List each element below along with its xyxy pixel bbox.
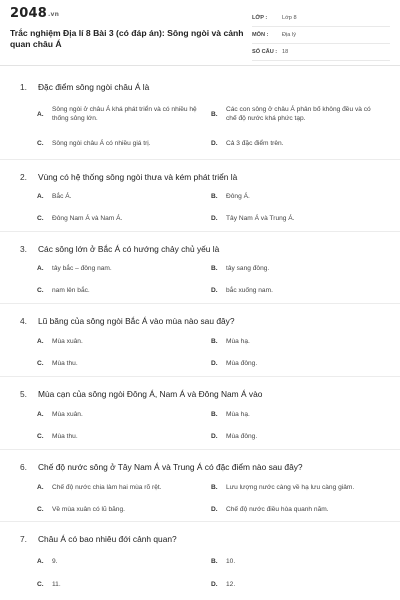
option-text: tây sang đông. (226, 265, 270, 272)
option-b[interactable] (211, 264, 381, 273)
option-text: Bắc Á. (52, 193, 72, 200)
option-text: Mùa xuân. (52, 338, 83, 345)
option-a[interactable] (37, 483, 207, 492)
option-c[interactable] (37, 286, 207, 295)
option-letter: D. (211, 360, 218, 367)
option-letter: A. (37, 484, 44, 491)
question-item (0, 522, 400, 600)
question-text: Lũ băng của sông ngòi Bắc Á vào mùa nào sau đây? (38, 316, 235, 326)
question-text: Mùa cạn của sông ngòi Đông Á, Nam Á và Đông Nam Á vào (38, 389, 263, 399)
option-b[interactable] (211, 483, 398, 492)
quiz-meta (252, 10, 390, 61)
option-text: Về mùa xuân có lũ băng. (52, 506, 125, 513)
option-text: 9. (52, 558, 58, 565)
meta-count (252, 44, 390, 61)
option-text: Mùa thu. (52, 360, 78, 367)
option-a[interactable] (37, 410, 207, 419)
option-text: Chế độ nước chia làm hai mùa rõ rệt. (52, 484, 162, 491)
meta-value: 18 (282, 49, 289, 55)
option-c[interactable] (37, 214, 207, 223)
option-letter: A. (37, 411, 44, 418)
option-c[interactable] (37, 359, 207, 368)
question-number: 7. (20, 534, 27, 544)
option-d[interactable] (211, 286, 381, 295)
option-text: 10. (226, 558, 236, 565)
option-c[interactable] (37, 505, 207, 514)
option-letter: A. (37, 338, 44, 345)
option-b[interactable] (211, 337, 381, 346)
option-text: Mùa hạ. (226, 338, 250, 345)
meta-key: LỚP : (252, 15, 268, 21)
option-a[interactable] (37, 105, 207, 123)
site-logo[interactable]: 2048.vn (10, 6, 60, 21)
option-text: 11. (52, 581, 61, 588)
option-letter: D. (211, 581, 218, 588)
option-d[interactable] (211, 432, 381, 441)
option-letter: C. (37, 287, 44, 294)
option-letter: D. (211, 140, 218, 147)
option-d[interactable] (211, 139, 381, 148)
option-c[interactable] (37, 139, 207, 148)
option-letter: B. (211, 484, 218, 491)
option-letter: B. (211, 338, 218, 345)
question-item (0, 450, 400, 522)
question-item (0, 232, 400, 304)
option-letter: B. (211, 265, 218, 272)
option-c[interactable] (37, 432, 207, 441)
page-header (0, 0, 400, 66)
meta-key: SỐ CÂU : (252, 49, 278, 55)
option-b[interactable] (211, 192, 381, 201)
option-text: 12. (226, 581, 236, 588)
option-text: Mùa hạ. (226, 411, 250, 418)
option-a[interactable] (37, 337, 207, 346)
question-number: 2. (20, 172, 27, 182)
option-a[interactable] (37, 264, 207, 273)
option-letter: B. (211, 193, 218, 200)
question-text: Chế độ nước sông ở Tây Nam Á và Trung Á có đặc điểm nào sau đây? (38, 462, 303, 472)
option-text: nam lên bắc. (52, 287, 90, 294)
meta-subject (252, 27, 390, 44)
option-letter: C. (37, 506, 44, 513)
question-number: 4. (20, 316, 27, 326)
option-letter: C. (37, 581, 44, 588)
option-text: Sông ngòi ở châu Á khá phát triển và có nhiều hệ thống sông lớn. (52, 106, 197, 122)
meta-key: MÔN : (252, 32, 269, 38)
question-item (0, 70, 400, 160)
option-text: Các con sông ở châu Á phân bố không đều và có chế độ nước khá phức tạp. (226, 106, 371, 122)
option-letter: D. (211, 433, 218, 440)
option-d[interactable] (211, 214, 381, 223)
option-c[interactable] (37, 580, 207, 589)
option-letter: D. (211, 506, 218, 513)
option-text: bắc xuống nam. (226, 287, 273, 294)
option-letter: D. (211, 287, 218, 294)
option-letter: C. (37, 360, 44, 367)
question-number: 1. (20, 82, 27, 92)
option-a[interactable] (37, 192, 207, 201)
option-b[interactable] (211, 410, 381, 419)
option-letter: B. (211, 558, 218, 565)
question-number: 3. (20, 244, 27, 254)
meta-value: Lớp 8 (282, 15, 297, 21)
option-b[interactable] (211, 557, 381, 566)
option-b[interactable] (211, 105, 381, 123)
option-d[interactable] (211, 505, 381, 514)
option-text: Mùa đông. (226, 433, 258, 440)
option-text: Lưu lượng nước càng về hạ lưu càng giảm. (226, 484, 355, 491)
option-letter: C. (37, 140, 44, 147)
option-text: Tây Nam Á và Trung Á. (226, 215, 295, 222)
option-letter: D. (211, 215, 218, 222)
option-text: Mùa xuân. (52, 411, 83, 418)
option-letter: A. (37, 265, 44, 272)
question-text: Châu Á có bao nhiêu đới cảnh quan? (38, 534, 177, 544)
option-text: Cả 3 đặc điểm trên. (226, 140, 284, 147)
option-a[interactable] (37, 557, 207, 566)
option-letter: A. (37, 193, 44, 200)
option-text: Sông ngòi châu Á có nhiều giá trị. (52, 140, 151, 147)
question-text: Các sông lớn ở Bắc Á có hướng chảy chủ yếu là (38, 244, 220, 254)
option-letter: C. (37, 433, 44, 440)
question-item (0, 377, 400, 450)
option-text: Đông Á. (226, 193, 250, 200)
option-d[interactable] (211, 359, 381, 368)
option-text: tây bắc – đông nam. (52, 265, 112, 272)
option-text: Mùa đông. (226, 360, 258, 367)
page-title: Trắc nghiệm Địa lí 8 Bài 3 (có đáp án): Sông ngòi và cảnh quan châu Á (10, 28, 244, 49)
question-item (0, 304, 400, 377)
option-text: Đông Nam Á và Nam Á. (52, 215, 123, 222)
option-letter: A. (37, 558, 44, 565)
question-item (0, 160, 400, 232)
option-letter: C. (37, 215, 44, 222)
option-text: Mùa thu. (52, 433, 78, 440)
question-text: Vùng có hệ thống sông ngòi thưa và kém phát triển là (38, 172, 238, 182)
question-text: Đặc điểm sông ngòi châu Á là (38, 82, 150, 92)
option-d[interactable] (211, 580, 381, 589)
option-letter: A. (37, 111, 44, 118)
question-number: 5. (20, 389, 27, 399)
meta-value: Địa lý (282, 32, 296, 38)
meta-class (252, 10, 390, 27)
question-number: 6. (20, 462, 27, 472)
option-text: Chế độ nước điều hòa quanh năm. (226, 506, 329, 513)
option-letter: B. (211, 111, 218, 118)
option-letter: B. (211, 411, 218, 418)
